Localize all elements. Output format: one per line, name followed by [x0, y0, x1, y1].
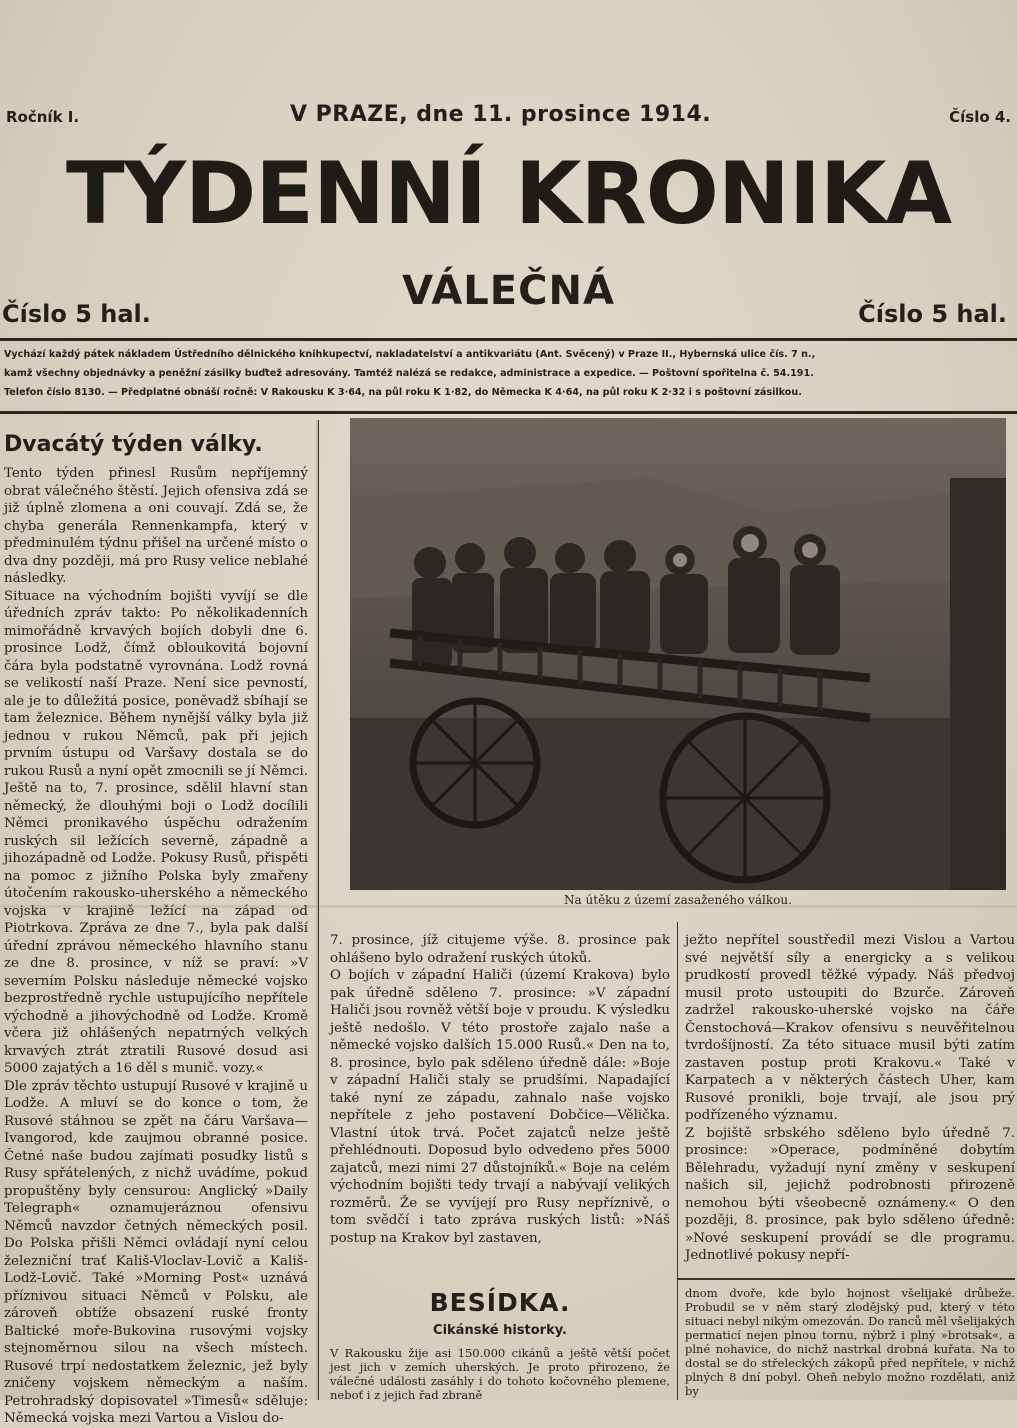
feuilleton-continuation [685, 1286, 1015, 1400]
dateline: V PRAZE, dne 11. prosince 1914. [290, 102, 712, 127]
column-rule [318, 420, 319, 1400]
photo-caption: Na útěku z území zasaženého válkou. [564, 893, 792, 907]
masthead-subtitle: VÁLEČNÁ [402, 268, 615, 314]
article-column-2 [330, 932, 670, 1262]
article-headline: Dvacátý týden války. [4, 432, 263, 457]
article-paragraph: 7. prosince, jíž citujeme výše. 8. prosince pak ohlášeno bylo odražení ruských útoků. [330, 933, 670, 966]
publisher-info-line: Vychází každý pátek nákladem Ústředního dělnického knihkupectví, nakladatelství a antikvariátu (Ant. Svěcený) v Praze II., Hybernská ulice čís. 7 n., [4, 349, 816, 360]
header-row [0, 100, 1017, 134]
article-column-3 [685, 932, 1015, 1272]
article-paragraph: ježto nepřítel soustředil mezi Vislou a Vartou své největší síly a energicky a s velikou prudkostí provedl těžké výpady. Náš předvoj musil proto ustoupiti do Bzurče. Zároveň zadržel rakousko-uherské vojsko na čáře Čenstochová—Krakov ofensivu s neuvěřitelnou tvrdošíjností. Za této situace musil býti zatím zastaven postup proti Krakovu.« Také v Karpatech a v některých částech Uher, kam Rusové pronikli, boje trvají, ale jsou prý podřízeného významu. [685, 933, 1015, 1123]
article-column-1 [4, 465, 308, 1426]
feuilleton-subtitle: Cikánské historky. [433, 1323, 567, 1338]
refugee-cart-photo [350, 418, 1006, 890]
article-paragraph: V Rakousku žije asi 150.000 cikánů a ještě větší počet jest jich v zemích uherských. Je proto přirozeno, že válečné události zasáhly i do tohoto kočovného plemene, neboť i z jejich řad zbraně [330, 1346, 670, 1402]
publisher-info-box [0, 338, 1017, 414]
masthead-title: TÝDENNÍ KRONIKA [65, 144, 952, 244]
column-rule [677, 922, 678, 1400]
price-right: Číslo 5 hal. [858, 300, 1007, 328]
feuilleton-text [330, 1346, 670, 1400]
issue-number: Číslo 4. [949, 108, 1011, 126]
article-paragraph: dnom dvoře, kde bylo hojnost všelijaké drůbeže. Probudil se v něm starý zlodějský pud, který v této situaci nebyl nikým omezován. Do ranců měl všelijakých permaticí nejen plnou tornu, nýbrž i plný »brotsak«, a plné nohavice, do nichž nastrkal drobná kuřata. Na to dostal se do střeleckých zákopů před nepřítele, v nichž plných 8 dní pobyl. Oheň nebylo možno rozdělati, aniž by [685, 1286, 1015, 1398]
article-paragraph: Situace na východním bojišti vyvíjí se dle úředních zpráv takto: Po několikadenních mimořádně krvavých bojích dobyli dne 6. prosince Lodž, čímž obloukovitá bojovní čára byla podstatně vyrovnána. Lodž rovná se velikostí naší Praze. Není sice pevností, ale je to důležitá posice, poněvadž sbíhají se tam železnice. Během nynější války byla již jednou v rukou Němců, pak při jejich prvním ústupu od Varšavy dostala se do rukou Rusů a nyní opět zmocnili se jí Němci. Ještě na to, 7. prosince, sdělil hlavní stan německý, že dlouhými boji o Lodž docílili Němci pronikavého úspěchu odražením ruských sil ležících severně, západně a jihozápadně od Lodže. Pokusy Rusů, přispěti na pomoc z jižního Polska byly zmařeny útočením rakousko-uherského a německého vojska v krajině ležící na západ od Piotrkova. Zpráva ze dne 7., byla pak další úřední zprávou německého hlavního stanu ze dne 8. prosince, v níž se praví: »V severním Polsku následuje německé vojsko bezprostředně rychle ustupujícího nepřítele východně a jihovýchodně od Lodže. Kromě včera již ohlášených nepatrných velkých krvavých ztrát ztratili Rusové dosud asi 5000 zajatých a 16 děl s munič. vozy.« [4, 588, 308, 1076]
war-photo [350, 418, 1006, 890]
price-left: Číslo 5 hal. [2, 300, 151, 328]
publisher-info-line: kamž všechny objednávky a peněžní zásilky buďtež adresovány. Tamtéž nalézá se redakce, administrace a expedice. — Poštovní spořitelna č. 54.191. [4, 368, 814, 379]
publisher-info-line: Telefon číslo 8130. — Předplatné obnáší ročně: V Rakousku K 3·64, na půl roku K 1·82, do Německa K 4·64, na půl roku K 2·32 i s poštovní zásilkou. [4, 387, 802, 398]
article-paragraph: Tento týden přinesl Rusům nepříjemný obrat válečného štěstí. Jejich ofensiva zdá se již úplně zlomena a oni couvají. Zdá se, že chyba generála Rennenkampfa, který v předminulém týdnu přišel na určené místo o dva dny později, má pro Rusy velice neblahé následky. [4, 466, 308, 586]
feuilleton-title: BESÍDKA. [429, 1288, 571, 1317]
volume-label: Ročník I. [6, 108, 80, 126]
article-paragraph: O bojích v západní Haliči (území Krakova) bylo pak úředně sděleno 7. prosince: »V západní Haliči jsou rovněž větší boje v proudu. K výsledku ještě nedošlo. V této prostoře zajalo naše a německé vojsko dalších 15.000 Rusů.« Den na to, 8. prosince, bylo pak sděleno úředně dále: »Boje v západní Haliči staly se prudšími. Napadající také nyní ze západu, zahnalo naše vojsko nepřítele z jeho postavení Dobčice—Vělička. Vlastní útok trvá. Počet zajatců nelze ještě přehlédnouti. Doposud bylo odvedeno přes 5000 zajatců, mezi nimi 27 důstojníků.« Boje na celém východním bojišti tedy trvají a nabývají velikých rozměrů. Že se vyvíjejí pro Rusy nepříznivě, o tom svědčí i tato zpráva ruských listů: »Náš postup na Krakov byl zastaven, [330, 968, 670, 1246]
article-paragraph: Z bojiště srbského sděleno bylo úředně 7. prosince: »Operace, podmíněné dobytím Bělehradu, vyžadují nyní změny v seskupení našich sil, jejichž podrobnosti přirozeně nemohou býti všeobecně oznámeny.« O den později, 8. prosince, pak bylo sděleno úředně: »Nové seskupení provádí se dle programu. Jednotlivé pokusy nepří- [685, 1125, 1015, 1263]
article-paragraph: Dle zpráv těchto ustupují Rusové v krajině u Lodže. A mluví se do konce o tom, že Rusové stáhnou se zpět na čáru Varšava—Ivangorod, kde zaujmou obranné posice. Četné naše budou zajímati posudky listů s Rusy spřátelených, z nichž uvádíme, pokud propuštěny byly censurou: Anglický »Daily Telegraph« oznamujeráznou ofensivu Němců navzdor četných německých posil. Do Polska přišli Němci ovládají nyní celou železniční trať Kališ-Vloclav-Lovič a Kališ-Lodž-Lovič. Také »Morning Post« uznává příznivou situaci Němců v Polsku, ale zároveň obtíže obsazení ruské fronty Baltické moře-Bukovina rusovými vojsky stejnoměrnou silou na všech místech. Rusové trpí nedostatkem železnic, jež byly zničeny vojskem německým a naším. Petrohradský dopisovatel »Timesů« sděluje: Německá vojska mezi Vartou a Vislou do- [4, 1078, 308, 1426]
section-divider [677, 1278, 1015, 1280]
